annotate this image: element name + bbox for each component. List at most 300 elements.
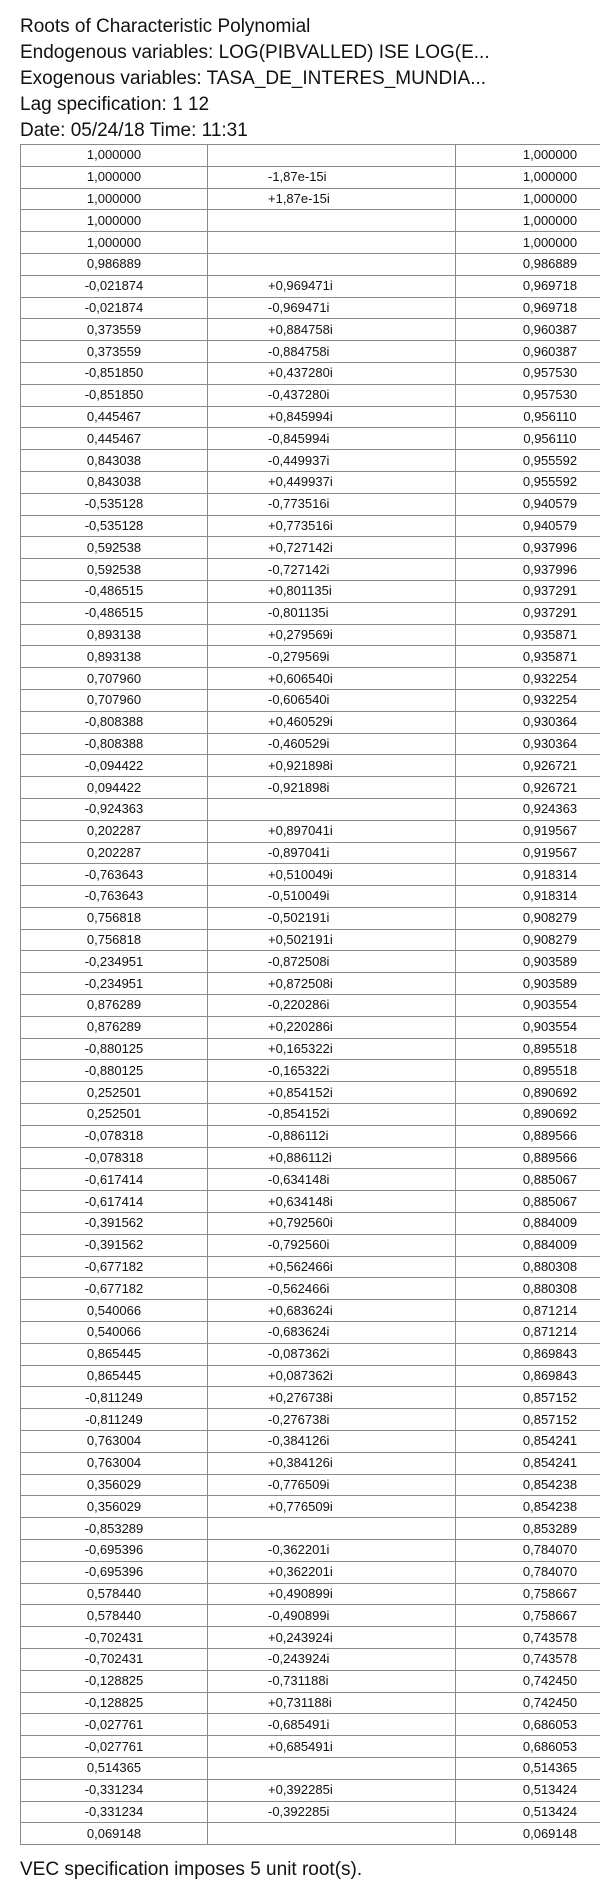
table-row [21, 580, 600, 602]
table-row [21, 1387, 600, 1409]
root-real-cell: 0,202287 [21, 842, 208, 864]
root-imaginary-cell: -0,362201i [208, 1540, 456, 1562]
root-modulus-cell: 0,895518 [456, 1038, 600, 1060]
table-row [21, 1540, 600, 1562]
root-real-cell: -0,535128 [21, 493, 208, 515]
root-imaginary-cell: -0,921898i [208, 777, 456, 799]
table-row [21, 689, 600, 711]
table-row [21, 166, 600, 188]
root-modulus-cell: 1,000000 [456, 232, 600, 254]
table-row [21, 559, 600, 581]
root-real-cell: -0,763643 [21, 864, 208, 886]
root-real-cell: -0,027761 [21, 1714, 208, 1736]
table-row [21, 428, 600, 450]
root-modulus-cell: 0,937291 [456, 580, 600, 602]
root-modulus-cell: 0,854241 [456, 1431, 600, 1453]
root-modulus-cell: 0,743578 [456, 1627, 600, 1649]
root-real-cell: -0,677182 [21, 1278, 208, 1300]
root-imaginary-cell: -0,969471i [208, 297, 456, 319]
root-modulus-cell: 1,000000 [456, 210, 600, 232]
root-imaginary-cell: -0,776509i [208, 1474, 456, 1496]
table-row [21, 668, 600, 690]
table-row [21, 362, 600, 384]
root-real-cell: 0,356029 [21, 1474, 208, 1496]
table-row [21, 537, 600, 559]
root-imaginary-cell: -0,276738i [208, 1409, 456, 1431]
root-real-cell: 1,000000 [21, 166, 208, 188]
root-imaginary-cell: +0,731188i [208, 1692, 456, 1714]
root-modulus-cell: 0,758667 [456, 1583, 600, 1605]
root-real-cell: 0,202287 [21, 820, 208, 842]
table-row [21, 1627, 600, 1649]
report-title: Roots of Characteristic Polynomial [20, 16, 311, 37]
table-row [21, 1518, 600, 1540]
root-imaginary-cell: -0,243924i [208, 1648, 456, 1670]
root-real-cell: -0,486515 [21, 602, 208, 624]
root-real-cell: -0,924363 [21, 798, 208, 820]
table-row [21, 1060, 600, 1082]
root-modulus-cell: 0,903554 [456, 995, 600, 1017]
root-imaginary-cell: -0,392285i [208, 1801, 456, 1823]
root-modulus-cell: 0,743578 [456, 1648, 600, 1670]
root-imaginary-cell: -0,634148i [208, 1169, 456, 1191]
root-imaginary-cell [208, 145, 456, 167]
root-modulus-cell: 0,908279 [456, 929, 600, 951]
root-real-cell: 0,252501 [21, 1082, 208, 1104]
root-real-cell: 0,094422 [21, 777, 208, 799]
table-row [21, 1648, 600, 1670]
root-modulus-cell: 0,880308 [456, 1278, 600, 1300]
table-row [21, 188, 600, 210]
table-row [21, 929, 600, 951]
root-modulus-cell: 0,784070 [456, 1540, 600, 1562]
table-row [21, 864, 600, 886]
root-real-cell: -0,617414 [21, 1169, 208, 1191]
table-row [21, 1692, 600, 1714]
root-real-cell: 1,000000 [21, 145, 208, 167]
root-imaginary-cell: +0,362201i [208, 1561, 456, 1583]
root-modulus-cell: 0,918314 [456, 864, 600, 886]
root-real-cell: 0,843038 [21, 471, 208, 493]
root-imaginary-cell: -0,606540i [208, 689, 456, 711]
table-row [21, 1474, 600, 1496]
table-row [21, 1452, 600, 1474]
root-imaginary-cell [208, 1757, 456, 1779]
root-imaginary-cell: -0,872508i [208, 951, 456, 973]
table-row [21, 907, 600, 929]
root-modulus-cell: 0,918314 [456, 886, 600, 908]
root-modulus-cell: 0,895518 [456, 1060, 600, 1082]
table-row [21, 886, 600, 908]
root-modulus-cell: 0,857152 [456, 1387, 600, 1409]
root-real-cell: -0,234951 [21, 951, 208, 973]
root-modulus-cell: 0,758667 [456, 1605, 600, 1627]
table-row [21, 1605, 600, 1627]
root-imaginary-cell: -0,685491i [208, 1714, 456, 1736]
root-modulus-cell: 0,884009 [456, 1213, 600, 1235]
root-real-cell: 0,540066 [21, 1322, 208, 1344]
table-row [21, 646, 600, 668]
root-modulus-cell: 0,919567 [456, 820, 600, 842]
root-real-cell: -0,853289 [21, 1518, 208, 1540]
table-row [21, 384, 600, 406]
root-real-cell: -0,880125 [21, 1038, 208, 1060]
root-real-cell: 0,356029 [21, 1496, 208, 1518]
root-modulus-cell: 0,869843 [456, 1365, 600, 1387]
root-real-cell: 0,893138 [21, 624, 208, 646]
root-real-cell: 0,756818 [21, 907, 208, 929]
table-row [21, 1496, 600, 1518]
root-real-cell: -0,128825 [21, 1670, 208, 1692]
root-imaginary-cell: +0,220286i [208, 1016, 456, 1038]
root-real-cell: 0,876289 [21, 1016, 208, 1038]
table-row [21, 820, 600, 842]
table-row [21, 1343, 600, 1365]
root-modulus-cell: 0,908279 [456, 907, 600, 929]
root-modulus-cell: 0,742450 [456, 1670, 600, 1692]
report-date: Date: 05/24/18 Time: 11:31 [20, 120, 248, 141]
root-modulus-cell: 0,854238 [456, 1474, 600, 1496]
root-modulus-cell: 0,955592 [456, 471, 600, 493]
root-real-cell: -0,702431 [21, 1627, 208, 1649]
root-real-cell: -0,021874 [21, 275, 208, 297]
root-modulus-cell: 0,889566 [456, 1147, 600, 1169]
root-real-cell: -0,808388 [21, 711, 208, 733]
root-imaginary-cell: -0,792560i [208, 1234, 456, 1256]
root-modulus-cell: 0,957530 [456, 362, 600, 384]
root-imaginary-cell: -0,854152i [208, 1104, 456, 1126]
root-imaginary-cell: -0,165322i [208, 1060, 456, 1082]
root-modulus-cell: 0,940579 [456, 515, 600, 537]
root-imaginary-cell: -0,490899i [208, 1605, 456, 1627]
table-row [21, 1125, 600, 1147]
table-row [21, 798, 600, 820]
root-imaginary-cell: -0,845994i [208, 428, 456, 450]
table-row [21, 1213, 600, 1235]
root-imaginary-cell: +0,243924i [208, 1627, 456, 1649]
table-row [21, 471, 600, 493]
root-imaginary-cell: +0,685491i [208, 1736, 456, 1758]
root-modulus-cell: 0,969718 [456, 275, 600, 297]
root-imaginary-cell: +0,683624i [208, 1300, 456, 1322]
table-row [21, 319, 600, 341]
root-imaginary-cell: +0,279569i [208, 624, 456, 646]
root-real-cell: -0,763643 [21, 886, 208, 908]
table-row [21, 406, 600, 428]
root-real-cell: -0,331234 [21, 1779, 208, 1801]
unit-root-note: VEC specification imposes 5 unit root(s). [20, 1859, 363, 1881]
root-modulus-cell: 0,986889 [456, 253, 600, 275]
root-imaginary-cell: -0,220286i [208, 995, 456, 1017]
root-modulus-cell: 0,890692 [456, 1082, 600, 1104]
table-row [21, 1147, 600, 1169]
root-modulus-cell: 0,784070 [456, 1561, 600, 1583]
root-imaginary-cell: +0,449937i [208, 471, 456, 493]
root-modulus-cell: 0,924363 [456, 798, 600, 820]
root-imaginary-cell: +0,384126i [208, 1452, 456, 1474]
root-modulus-cell: 0,956110 [456, 406, 600, 428]
root-real-cell: 0,707960 [21, 668, 208, 690]
root-real-cell: 0,373559 [21, 341, 208, 363]
table-row [21, 1169, 600, 1191]
table-row [21, 1561, 600, 1583]
root-real-cell: -0,128825 [21, 1692, 208, 1714]
root-imaginary-cell [208, 210, 456, 232]
root-imaginary-cell: -0,460529i [208, 733, 456, 755]
root-real-cell: -0,880125 [21, 1060, 208, 1082]
root-modulus-cell: 0,956110 [456, 428, 600, 450]
root-real-cell: -0,078318 [21, 1147, 208, 1169]
root-real-cell: 0,540066 [21, 1300, 208, 1322]
root-imaginary-cell: -0,897041i [208, 842, 456, 864]
root-real-cell: 0,445467 [21, 406, 208, 428]
root-modulus-cell: 0,932254 [456, 689, 600, 711]
root-real-cell: 0,876289 [21, 995, 208, 1017]
table-row [21, 1278, 600, 1300]
root-real-cell: -0,617414 [21, 1191, 208, 1213]
root-imaginary-cell [208, 232, 456, 254]
root-modulus-cell: 0,937996 [456, 559, 600, 581]
table-row [21, 1736, 600, 1758]
root-imaginary-cell: -0,437280i [208, 384, 456, 406]
root-real-cell: 0,578440 [21, 1583, 208, 1605]
root-real-cell: -0,391562 [21, 1213, 208, 1235]
root-modulus-cell: 0,513424 [456, 1801, 600, 1823]
table-row [21, 1801, 600, 1823]
root-imaginary-cell: +0,727142i [208, 537, 456, 559]
root-imaginary-cell: +0,502191i [208, 929, 456, 951]
root-modulus-cell: 0,686053 [456, 1736, 600, 1758]
root-modulus-cell: 0,937291 [456, 602, 600, 624]
root-imaginary-cell: +0,634148i [208, 1191, 456, 1213]
root-modulus-cell: 0,871214 [456, 1322, 600, 1344]
root-real-cell: -0,811249 [21, 1409, 208, 1431]
root-real-cell: 0,252501 [21, 1104, 208, 1126]
root-imaginary-cell: +0,884758i [208, 319, 456, 341]
table-row [21, 602, 600, 624]
root-imaginary-cell [208, 253, 456, 275]
root-modulus-cell: 0,885067 [456, 1169, 600, 1191]
table-row [21, 1670, 600, 1692]
table-row [21, 733, 600, 755]
root-modulus-cell: 0,885067 [456, 1191, 600, 1213]
root-imaginary-cell: -0,801135i [208, 602, 456, 624]
root-real-cell: -0,331234 [21, 1801, 208, 1823]
root-real-cell: -0,811249 [21, 1387, 208, 1409]
root-imaginary-cell [208, 798, 456, 820]
root-real-cell: -0,021874 [21, 297, 208, 319]
root-real-cell: -0,677182 [21, 1256, 208, 1278]
root-modulus-cell: 0,930364 [456, 733, 600, 755]
endogenous-variables: Endogenous variables: LOG(PIBVALLED) ISE LOG(E... [20, 42, 490, 63]
root-modulus-cell: 0,919567 [456, 842, 600, 864]
table-row [21, 1823, 600, 1845]
root-imaginary-cell: -0,884758i [208, 341, 456, 363]
root-imaginary-cell: +0,490899i [208, 1583, 456, 1605]
table-row [21, 450, 600, 472]
root-imaginary-cell: -0,773516i [208, 493, 456, 515]
root-imaginary-cell: +0,854152i [208, 1082, 456, 1104]
root-imaginary-cell: -0,731188i [208, 1670, 456, 1692]
report-header [0, 0, 600, 144]
root-modulus-cell: 0,935871 [456, 646, 600, 668]
root-real-cell: 0,763004 [21, 1452, 208, 1474]
root-real-cell: 0,893138 [21, 646, 208, 668]
root-modulus-cell: 0,926721 [456, 755, 600, 777]
root-modulus-cell: 0,940579 [456, 493, 600, 515]
root-imaginary-cell: -0,886112i [208, 1125, 456, 1147]
root-real-cell: -0,808388 [21, 733, 208, 755]
root-imaginary-cell: +0,897041i [208, 820, 456, 842]
root-real-cell: -0,078318 [21, 1125, 208, 1147]
root-real-cell: 1,000000 [21, 188, 208, 210]
root-imaginary-cell: +0,845994i [208, 406, 456, 428]
root-imaginary-cell: +1,87e-15i [208, 188, 456, 210]
table-row [21, 777, 600, 799]
root-modulus-cell: 1,000000 [456, 188, 600, 210]
root-real-cell: -0,234951 [21, 973, 208, 995]
root-real-cell: -0,486515 [21, 580, 208, 602]
table-row [21, 341, 600, 363]
root-modulus-cell: 0,960387 [456, 341, 600, 363]
table-row [21, 145, 600, 167]
table-row [21, 1779, 600, 1801]
table-row [21, 1757, 600, 1779]
root-modulus-cell: 0,955592 [456, 450, 600, 472]
root-imaginary-cell: +0,921898i [208, 755, 456, 777]
root-imaginary-cell: +0,776509i [208, 1496, 456, 1518]
root-imaginary-cell: -0,502191i [208, 907, 456, 929]
table-row [21, 1431, 600, 1453]
table-row [21, 232, 600, 254]
root-real-cell: -0,851850 [21, 384, 208, 406]
root-imaginary-cell: -0,727142i [208, 559, 456, 581]
root-imaginary-cell: +0,460529i [208, 711, 456, 733]
root-modulus-cell: 0,853289 [456, 1518, 600, 1540]
root-modulus-cell: 0,969718 [456, 297, 600, 319]
root-real-cell: 0,756818 [21, 929, 208, 951]
root-imaginary-cell: +0,773516i [208, 515, 456, 537]
table-row [21, 1104, 600, 1126]
root-real-cell: 0,592538 [21, 537, 208, 559]
root-real-cell: -0,027761 [21, 1736, 208, 1758]
root-modulus-cell: 0,742450 [456, 1692, 600, 1714]
root-modulus-cell: 0,880308 [456, 1256, 600, 1278]
root-real-cell: 0,578440 [21, 1605, 208, 1627]
root-real-cell: -0,695396 [21, 1561, 208, 1583]
exogenous-variables: Exogenous variables: TASA_DE_INTERES_MUNDIA... [20, 68, 487, 89]
root-imaginary-cell [208, 1518, 456, 1540]
root-real-cell: 0,445467 [21, 428, 208, 450]
root-modulus-cell: 0,854241 [456, 1452, 600, 1474]
roots-table [20, 144, 600, 1845]
table-row [21, 1234, 600, 1256]
root-real-cell: -0,851850 [21, 362, 208, 384]
table-row [21, 842, 600, 864]
root-real-cell: 0,592538 [21, 559, 208, 581]
root-imaginary-cell: +0,392285i [208, 1779, 456, 1801]
root-imaginary-cell: +0,606540i [208, 668, 456, 690]
root-imaginary-cell: +0,792560i [208, 1213, 456, 1235]
root-imaginary-cell: -0,562466i [208, 1278, 456, 1300]
root-real-cell: 0,865445 [21, 1343, 208, 1365]
root-modulus-cell: 0,686053 [456, 1714, 600, 1736]
root-imaginary-cell: +0,510049i [208, 864, 456, 886]
root-modulus-cell: 1,000000 [456, 145, 600, 167]
table-row [21, 1714, 600, 1736]
table-row [21, 973, 600, 995]
root-modulus-cell: 0,932254 [456, 668, 600, 690]
root-real-cell: 0,865445 [21, 1365, 208, 1387]
root-imaginary-cell: +0,872508i [208, 973, 456, 995]
table-row [21, 1322, 600, 1344]
root-real-cell: 0,514365 [21, 1757, 208, 1779]
table-row [21, 210, 600, 232]
root-imaginary-cell [208, 1823, 456, 1845]
root-modulus-cell: 0,069148 [456, 1823, 600, 1845]
root-modulus-cell: 0,957530 [456, 384, 600, 406]
root-modulus-cell: 0,871214 [456, 1300, 600, 1322]
root-real-cell: 0,069148 [21, 1823, 208, 1845]
root-real-cell: 1,000000 [21, 232, 208, 254]
root-modulus-cell: 0,854238 [456, 1496, 600, 1518]
root-real-cell: -0,535128 [21, 515, 208, 537]
root-imaginary-cell: +0,165322i [208, 1038, 456, 1060]
root-imaginary-cell: +0,437280i [208, 362, 456, 384]
root-real-cell: 0,763004 [21, 1431, 208, 1453]
root-imaginary-cell: +0,562466i [208, 1256, 456, 1278]
root-imaginary-cell: -0,279569i [208, 646, 456, 668]
table-row [21, 515, 600, 537]
root-modulus-cell: 0,937996 [456, 537, 600, 559]
root-real-cell: 1,000000 [21, 210, 208, 232]
table-row [21, 1409, 600, 1431]
table-row [21, 275, 600, 297]
roots-table-body [21, 145, 600, 1845]
root-modulus-cell: 0,514365 [456, 1757, 600, 1779]
root-real-cell: 0,986889 [21, 253, 208, 275]
root-modulus-cell: 0,903589 [456, 951, 600, 973]
root-imaginary-cell: +0,801135i [208, 580, 456, 602]
root-real-cell: 0,843038 [21, 450, 208, 472]
table-row [21, 995, 600, 1017]
table-row [21, 1082, 600, 1104]
root-imaginary-cell: -1,87e-15i [208, 166, 456, 188]
root-real-cell: -0,094422 [21, 755, 208, 777]
root-imaginary-cell: -0,087362i [208, 1343, 456, 1365]
root-modulus-cell: 0,960387 [456, 319, 600, 341]
root-imaginary-cell: +0,886112i [208, 1147, 456, 1169]
table-row [21, 1365, 600, 1387]
table-row [21, 755, 600, 777]
root-modulus-cell: 0,903589 [456, 973, 600, 995]
table-row [21, 253, 600, 275]
root-real-cell: -0,391562 [21, 1234, 208, 1256]
root-imaginary-cell: -0,510049i [208, 886, 456, 908]
root-modulus-cell: 0,889566 [456, 1125, 600, 1147]
root-real-cell: 0,707960 [21, 689, 208, 711]
table-row [21, 1256, 600, 1278]
table-row [21, 1583, 600, 1605]
root-modulus-cell: 0,869843 [456, 1343, 600, 1365]
table-row [21, 711, 600, 733]
lag-specification: Lag specification: 1 12 [20, 94, 210, 115]
root-modulus-cell: 0,903554 [456, 1016, 600, 1038]
table-row [21, 951, 600, 973]
root-modulus-cell: 0,884009 [456, 1234, 600, 1256]
root-modulus-cell: 0,890692 [456, 1104, 600, 1126]
root-imaginary-cell: +0,087362i [208, 1365, 456, 1387]
